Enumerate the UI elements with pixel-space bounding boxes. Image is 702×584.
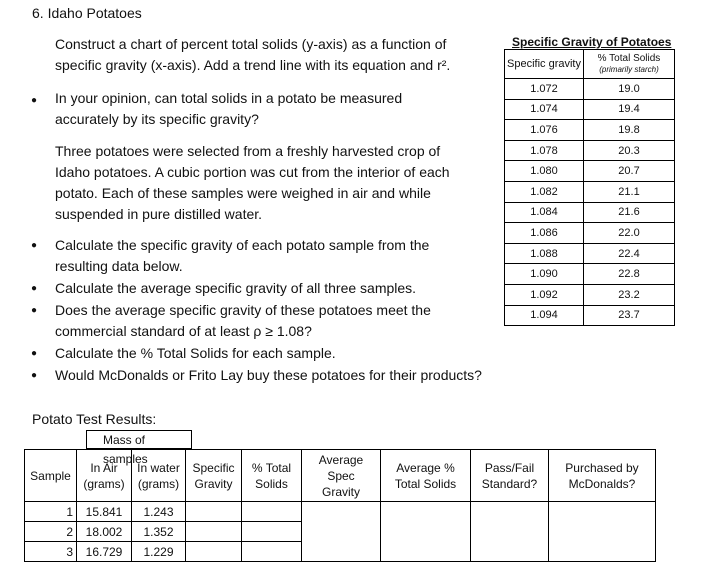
- in-air-unit: (grams): [83, 476, 125, 491]
- table-row: [505, 120, 675, 141]
- ts-cell: 19.4: [584, 99, 675, 120]
- task-line: resulting data below.: [55, 258, 183, 274]
- sg-col-header: Specific gravity: [505, 50, 584, 79]
- spec-gravity-cell[interactable]: [186, 502, 242, 522]
- total-solids-cell[interactable]: [242, 502, 302, 522]
- task-calc-sg: [55, 235, 429, 277]
- sg-cell: 1.094: [505, 305, 584, 326]
- task-total-solids: Calculate the % Total Solids for each sample.: [55, 345, 336, 361]
- in-water-unit: (grams): [137, 476, 180, 491]
- instruction-line: specific gravity (x-axis). Add a trend line with its equation and r².: [55, 57, 451, 73]
- ts-col-sublabel: (primarily starch): [599, 65, 659, 74]
- task-line: Does the average specific gravity of these potatoes meet the: [55, 302, 431, 318]
- sample-number: 3: [25, 542, 77, 562]
- chart-instructions: [55, 34, 450, 76]
- purchased-cell[interactable]: [549, 502, 656, 562]
- experiment-description: [55, 141, 450, 225]
- spec-gravity-cell[interactable]: [186, 542, 242, 562]
- in-water-label: In water: [137, 460, 180, 475]
- question-opinion: [55, 88, 402, 130]
- pass-fail-label: Pass/Fail: [484, 460, 535, 475]
- sg-cell: 1.084: [505, 202, 584, 223]
- avg-ts-header: [381, 450, 471, 502]
- table-row: [505, 243, 675, 264]
- ts-cell: 20.3: [584, 140, 675, 161]
- ts-col-header: [584, 50, 675, 79]
- avg-ts-label: Total Solids: [394, 476, 457, 491]
- results-title: Potato Test Results:: [32, 411, 157, 427]
- sg-cell: 1.080: [505, 161, 584, 182]
- instruction-line: Construct a chart of percent total solids (y-axis) as a function of: [55, 36, 447, 52]
- spec-gravity-label: Specific: [192, 460, 235, 475]
- avg-ts-label: Average %: [396, 460, 455, 475]
- page-heading: 6. Idaho Potatoes: [32, 5, 142, 21]
- ts-cell: 19.0: [584, 79, 675, 100]
- bullet-icon: ●: [31, 348, 38, 359]
- in-air-value: 15.841: [77, 502, 132, 522]
- description-line: Three potatoes were selected from a freshly harvested crop of: [55, 143, 441, 159]
- ts-cell: 21.1: [584, 181, 675, 202]
- pass-fail-cell[interactable]: [471, 502, 549, 562]
- description-line: suspended in pure distilled water.: [55, 206, 263, 222]
- task-avg-sg: Calculate the average specific gravity of all three samples.: [55, 280, 417, 296]
- sample-header: Sample: [25, 450, 77, 502]
- mass-header: Mass of samples: [86, 430, 192, 449]
- question-line: In your opinion, can total solids in a potato be measured: [55, 90, 403, 106]
- bullet-icon: ●: [31, 283, 38, 294]
- table-row: [505, 140, 675, 161]
- total-solids-header: [242, 450, 302, 502]
- sample-number: 1: [25, 502, 77, 522]
- in-air-label: In Air: [90, 460, 118, 475]
- spec-gravity-header: [186, 450, 242, 502]
- total-solids-cell[interactable]: [242, 542, 302, 562]
- pass-fail-header: [471, 450, 549, 502]
- table-row: [505, 79, 675, 100]
- sg-cell: 1.078: [505, 140, 584, 161]
- in-air-value: 16.729: [77, 542, 132, 562]
- ts-cell: 22.0: [584, 223, 675, 244]
- purchased-label: Purchased by: [565, 460, 639, 475]
- avg-sg-label: Gravity: [321, 484, 360, 499]
- table-row: [25, 502, 656, 522]
- purchased-label: McDonalds?: [568, 476, 636, 491]
- sg-cell: 1.082: [505, 181, 584, 202]
- avg-sg-label: Spec: [327, 468, 355, 483]
- spec-gravity-cell[interactable]: [186, 522, 242, 542]
- table-row: [505, 181, 675, 202]
- sample-number: 2: [25, 522, 77, 542]
- ts-cell: 19.8: [584, 120, 675, 141]
- bullet-icon: ●: [31, 95, 38, 106]
- bullet-icon: ●: [31, 240, 38, 251]
- sg-cell: 1.076: [505, 120, 584, 141]
- sg-cell: 1.086: [505, 223, 584, 244]
- sg-cell: 1.088: [505, 243, 584, 264]
- question-line: accurately by its specific gravity?: [55, 111, 259, 127]
- ts-cell: 20.7: [584, 161, 675, 182]
- avg-sg-header: [302, 450, 381, 502]
- sg-cell: 1.072: [505, 79, 584, 100]
- bullet-icon: ●: [31, 305, 38, 316]
- table-row: [505, 99, 675, 120]
- bullet-icon: ●: [31, 370, 38, 381]
- results-table: [24, 449, 656, 562]
- sg-cell: 1.090: [505, 264, 584, 285]
- table-row: [505, 305, 675, 326]
- avg-sg-label: Average: [318, 452, 364, 467]
- table-row: [505, 202, 675, 223]
- sg-cell: 1.074: [505, 99, 584, 120]
- in-air-header: [77, 450, 132, 502]
- ts-cell: 23.7: [584, 305, 675, 326]
- avg-sg-cell[interactable]: [302, 502, 381, 562]
- description-line: potato. Each of these samples were weighed in air and while: [55, 185, 431, 201]
- in-air-value: 18.002: [77, 522, 132, 542]
- table-row: [505, 264, 675, 285]
- total-solids-label: Solids: [255, 476, 288, 491]
- ts-cell: 22.8: [584, 264, 675, 285]
- task-line: commercial standard of at least ρ ≥ 1.08?: [55, 323, 312, 339]
- ts-cell: 23.2: [584, 284, 675, 305]
- ts-cell: 21.6: [584, 202, 675, 223]
- task-buyers: Would McDonalds or Frito Lay buy these potatoes for their products?: [55, 367, 482, 383]
- in-water-value: 1.229: [132, 542, 186, 562]
- task-line: Calculate the specific gravity of each potato sample from the: [55, 237, 430, 253]
- pass-fail-label: Standard?: [481, 476, 538, 491]
- in-water-value: 1.352: [132, 522, 186, 542]
- purchased-header: [549, 450, 656, 502]
- sg-table: [504, 49, 675, 326]
- avg-ts-cell[interactable]: [381, 502, 471, 562]
- table-row: [505, 223, 675, 244]
- total-solids-label: % Total: [251, 460, 292, 475]
- table-row: [505, 161, 675, 182]
- sg-cell: 1.092: [505, 284, 584, 305]
- in-water-header: [132, 450, 186, 502]
- in-water-value: 1.243: [132, 502, 186, 522]
- table-row: [505, 284, 675, 305]
- ts-cell: 22.4: [584, 243, 675, 264]
- sg-table-title: Specific Gravity of Potatoes: [512, 35, 672, 49]
- task-standard: [55, 300, 431, 342]
- description-line: Idaho potatoes. A cubic portion was cut from the interior of each: [55, 164, 450, 180]
- ts-col-label: % Total Solids: [597, 53, 661, 64]
- total-solids-cell[interactable]: [242, 522, 302, 542]
- spec-gravity-label: Gravity: [194, 476, 233, 491]
